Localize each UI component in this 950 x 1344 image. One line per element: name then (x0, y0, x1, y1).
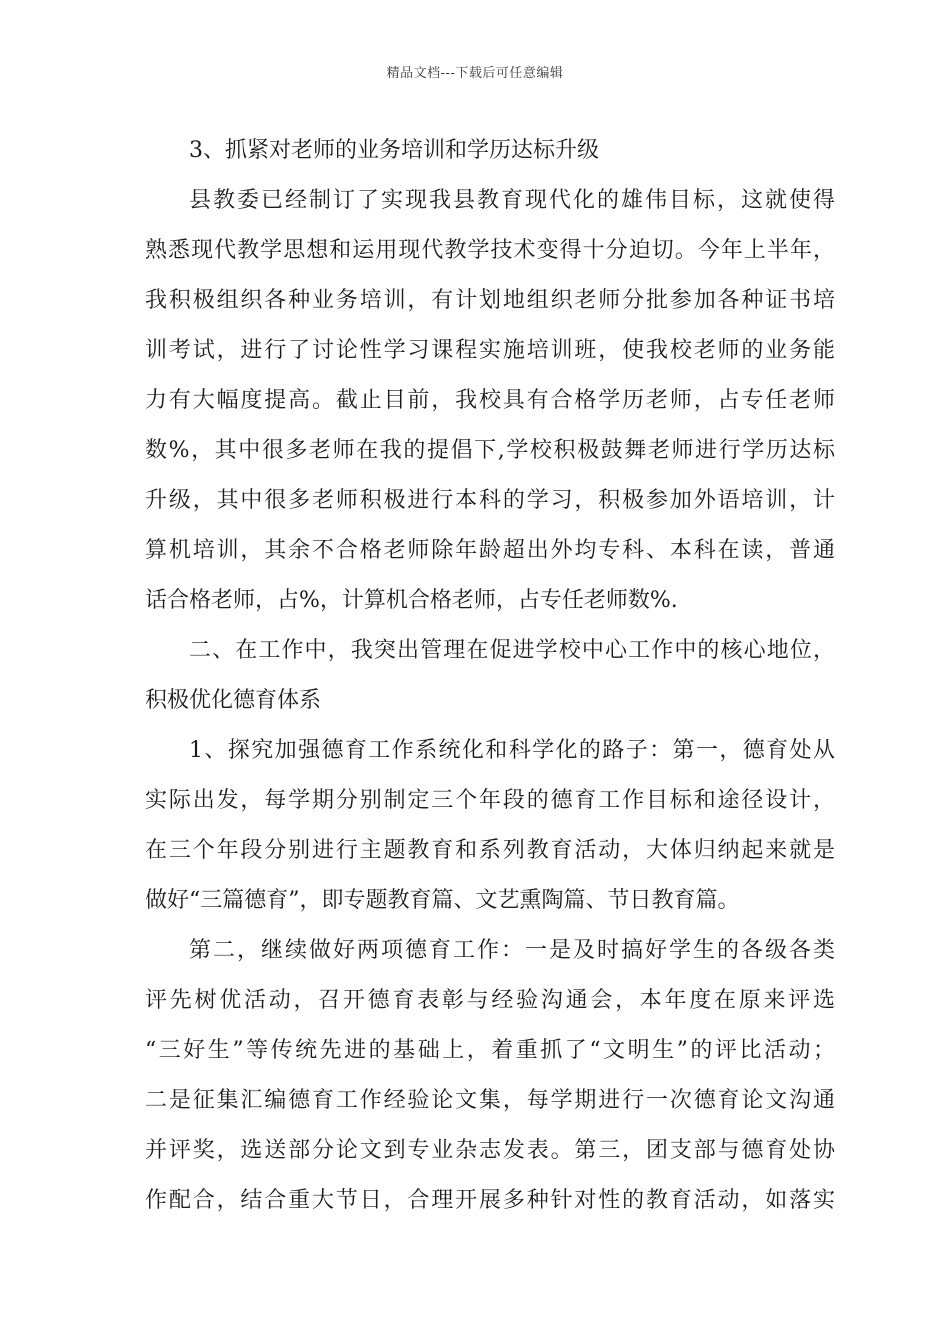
paragraph-line: 并评奖，选送部分论文到专业杂志发表。第三，团支部与德育处协 (145, 1138, 835, 1163)
paragraph-line: 县教委已经制订了实现我县教育现代化的雄伟目标，这就使得 (189, 188, 835, 213)
page-header: 精品文档---下载后可任意编辑 (386, 66, 564, 81)
paragraph-line: 实际出发，每学期分别制定三个年段的德育工作目标和途径设计， (145, 788, 835, 813)
paragraph-line: 我积极组织各种业务培训，有计划地组织老师分批参加各种证书培 (145, 288, 835, 313)
paragraph-line: 在三个年段分别进行主题教育和系列教育活动，大体归纳起来就是 (145, 838, 835, 863)
document-body (145, 126, 835, 1226)
paragraph-line: “三好生”等传统先进的基础上，着重抓了“文明生”的评比活动； (145, 1038, 835, 1063)
paragraph-line: 训考试，进行了讨论性学习课程实施培训班，使我校老师的业务能 (145, 338, 835, 363)
paragraph-line: 评先树优活动，召开德育表彰与经验沟通会，本年度在原来评选 (145, 988, 835, 1013)
paragraph-line: 数%，其中很多老师在我的提倡下,学校积极鼓舞老师进行学历达标 (145, 438, 835, 463)
paragraph-line: 1、探究加强德育工作系统化和科学化的路子：第一，德育处从 (189, 738, 835, 763)
paragraph-line: 力有大幅度提高。截止目前，我校具有合格学历老师，占专任老师 (145, 388, 835, 413)
section-heading: 3、抓紧对老师的业务培训和学历达标升级 (189, 138, 599, 163)
paragraph-line: 做好“三篇德育”，即专题教育篇、文艺熏陶篇、节日教育篇。 (145, 888, 740, 913)
paragraph-line: 话合格老师，占%，计算机合格老师，占专任老师数%. (145, 588, 678, 613)
paragraph-line: 作配合，结合重大节日，合理开展多种针对性的教育活动，如落实 (145, 1188, 835, 1213)
section-heading: 二、在工作中，我突出管理在促进学校中心工作中的核心地位， (189, 638, 835, 663)
paragraph-line: 算机培训，其余不合格老师除年龄超出外均专科、本科在读，普通 (145, 538, 835, 563)
paragraph-line: 第二，继续做好两项德育工作：一是及时搞好学生的各级各类 (189, 938, 835, 963)
paragraph-line: 二是征集汇编德育工作经验论文集，每学期进行一次德育论文沟通 (145, 1088, 835, 1113)
paragraph-line: 熟悉现代教学思想和运用现代教学技术变得十分迫切。今年上半年， (145, 238, 835, 263)
section-heading: 积极优化德育体系 (145, 688, 322, 713)
paragraph-line: 升级，其中很多老师积极进行本科的学习，积极参加外语培训，计 (145, 488, 835, 513)
